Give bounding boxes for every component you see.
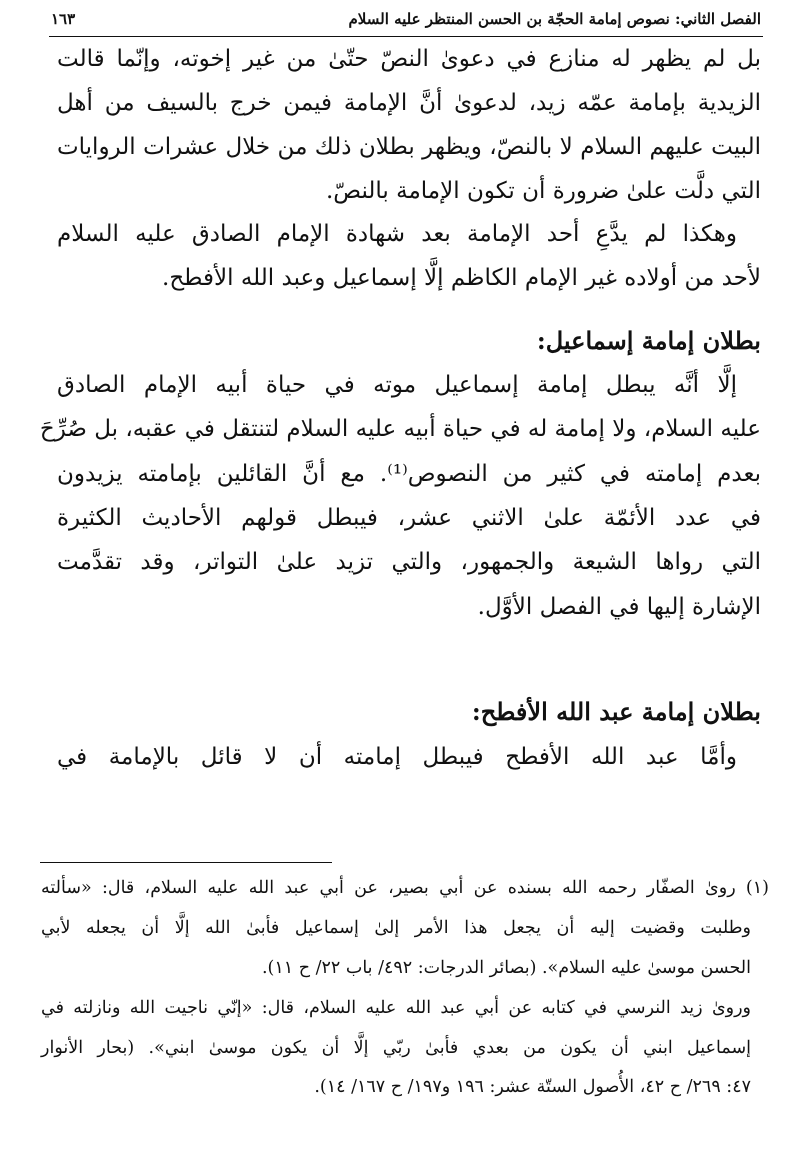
text-line: وهكذا لم يدَّعِ أحد الإمامة بعد شهادة الإمام الصادق عليه السلام — [57, 221, 737, 247]
text-line: إلَّا أنَّه يبطل إمامة إسماعيل موته في حياة أبيه الإمام الصادق — [57, 372, 737, 398]
header-rule — [49, 36, 763, 37]
footnote-line: ٤٧: ٢٦٩/ ح ٤٢، الأُصول الستّة عشر: ١٩٦ و١٩٧/ ح ١٦٧/ ١٤). — [314, 1077, 751, 1097]
text-line: التي دلَّت علىٰ ضرورة أن تكون الإمامة بالنصّ. — [325, 178, 761, 204]
footnote-rule — [40, 862, 332, 863]
footnote-line: وروىٰ زيد النرسي في كتابه عن أبي عبد الله عليه السلام، قال: «إنّي ناجيت الله ونازلته في — [41, 998, 751, 1018]
text-line: الزيدية بإمامة عمّه زيد، لدعوىٰ أنَّ الإمامة فيمن خرج بالسيف من أهل — [57, 90, 761, 116]
section-heading: بطلان إمامة عبد الله الأفطح: — [471, 697, 761, 726]
footnote-line: وطلبت وقضيت إليه أن يجعل هذا الأمر إلىٰ إسماعيل فأبىٰ الله إلَّا أن يجعله لأبي — [41, 918, 751, 938]
chapter-title: الفصل الثاني: نصوص إمامة الحجّة بن الحسن المنتظر عليه السلام — [348, 10, 761, 28]
text-line: عليه السلام، ولا إمامة له في حياة أبيه عليه السلام لتنتقل في عقبه، بل صُرِّحَ — [39, 416, 761, 442]
section-heading: بطلان إمامة إسماعيل: — [536, 326, 761, 355]
text-line: في عدد الأئمّة علىٰ الاثني عشر، فيبطل قولهم الأحاديث الكثيرة — [57, 505, 761, 531]
text-line: لأحد من أولاده غير الإمام الكاظم إلَّا إسماعيل وعبد الله الأفطح. — [162, 265, 761, 291]
page-number: ١٦٣ — [51, 10, 76, 28]
footnote-line: الحسن موسىٰ عليه السلام». (بصائر الدرجات: ٤٩٢/ باب ٢٢/ ح ١١). — [261, 958, 751, 978]
footnote-line: إسماعيل ابني أن يكون من بعدي فأبىٰ ربّي إلَّا أن يكون موسىٰ ابني». (بحار الأنوار — [41, 1038, 751, 1058]
text-line: التي رواها الشيعة والجمهور، والتي تزيد علىٰ التواتر، وقد تقدَّمت — [57, 549, 761, 575]
footnote-line: (١) روىٰ الصفّار رحمه الله بسنده عن أبي بصير، عن أبي عبد الله عليه السلام، قال: «سألته — [41, 878, 769, 898]
text-line: البيت عليهم السلام لا بالنصّ، ويظهر بطلان ذلك من خلال عشرات الروايات — [57, 134, 761, 160]
text-line: بل لم يظهر له منازع في دعوىٰ النصّ حتّىٰ من غير إخوته، وإنّما قالت — [57, 46, 761, 72]
text-line: بعدم إمامته في كثير من النصوص⁽¹⁾. مع أنَّ القائلين بإمامته يزيدون — [57, 461, 761, 487]
text-line: الإشارة إليها في الفصل الأوَّل. — [477, 594, 761, 620]
running-header — [51, 10, 761, 28]
text-line: وأمَّا عبد الله الأفطح فيبطل إمامته أن لا قائل بالإمامة في — [57, 744, 737, 770]
